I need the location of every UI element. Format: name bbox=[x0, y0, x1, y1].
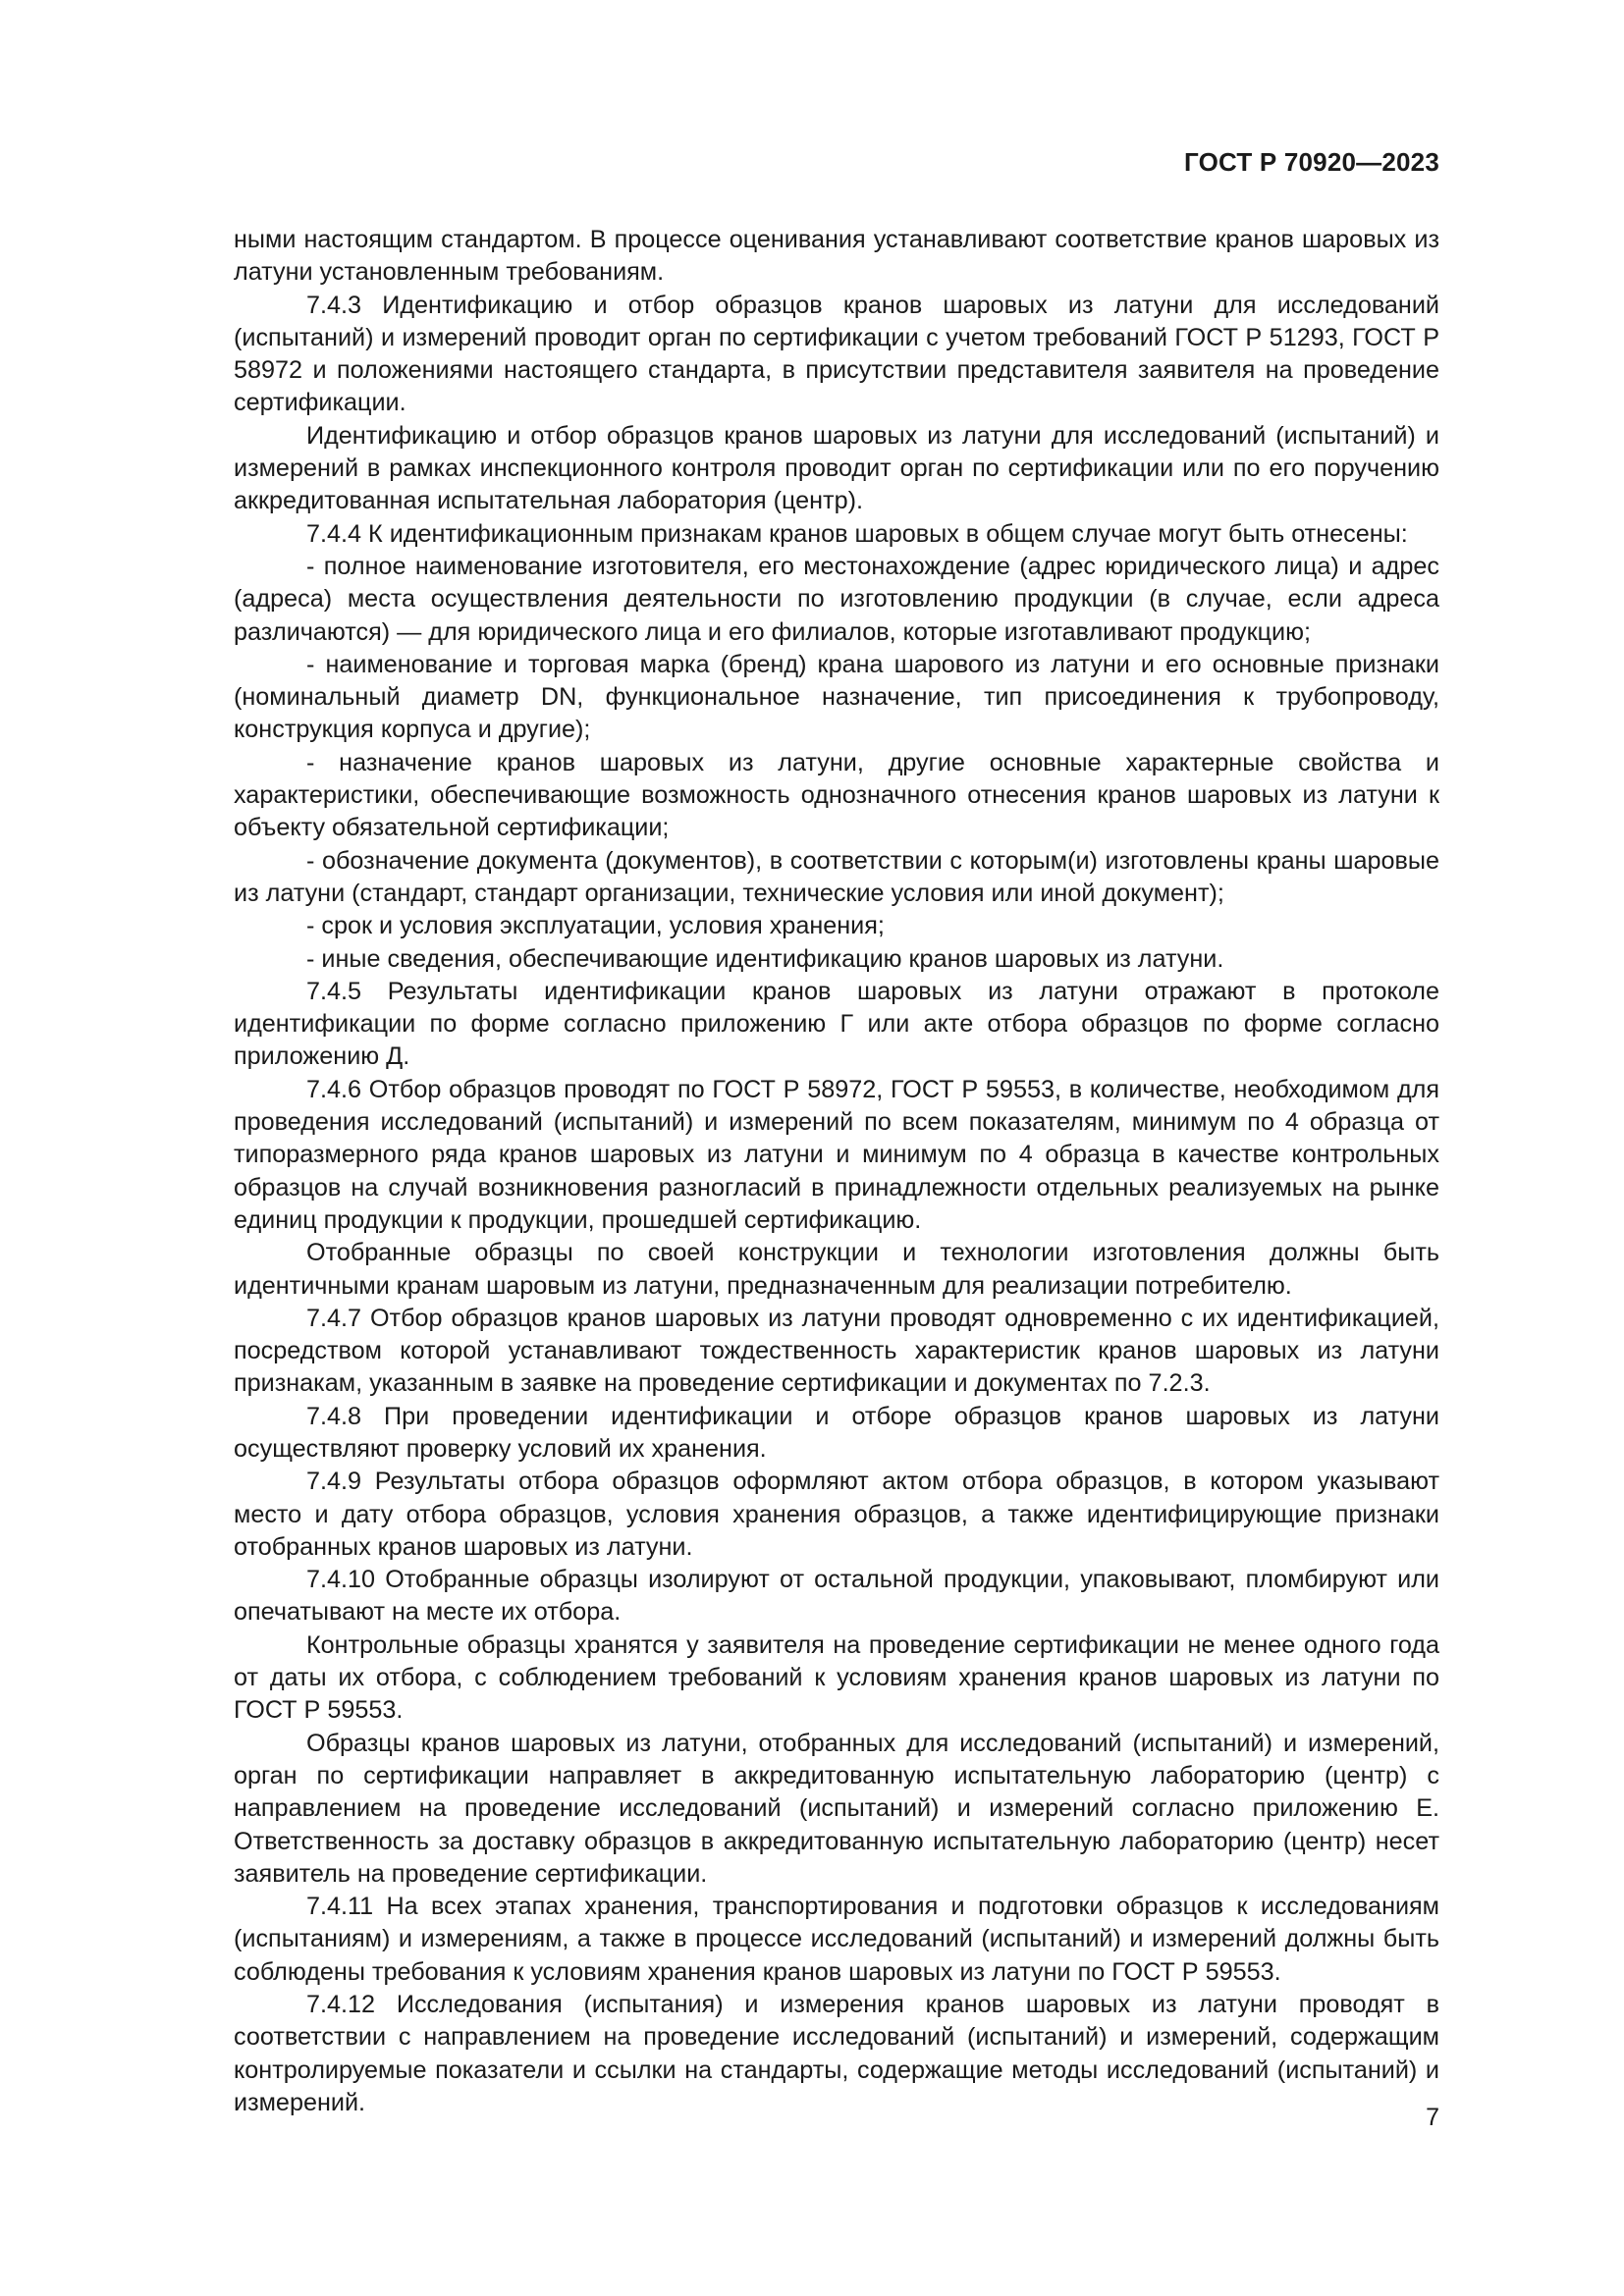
paragraph: 7.4.6 Отбор образцов проводят по ГОСТ Р 58972, ГОСТ Р 59553, в количестве, необходимом для проведения исследований (испытаний) и измерений по всем показателям, минимум по 4 образца от типоразмерного ряда кранов шаровых из латуни и минимум по 4 образца в качестве контрольных образцов на случай возникновения разногласий в принадлежности отдельных реализуемых на рынке единиц продукции к продукции, прошедшей сертификацию. bbox=[234, 1075, 1439, 1234]
paragraph: 7.4.4 К идентификационным признакам кранов шаровых в общем случае могут быть отнесены: bbox=[306, 519, 1408, 548]
list-item: - срок и условия эксплуатации, условия хранения; bbox=[306, 912, 885, 940]
paragraph: 7.4.9 Результаты отбора образцов оформляют актом отбора образцов, в котором указывают место и дату отбора образцов, условия хранения образцов, а также идентифицирующие признаки отобранных кранов шаровых из латуни. bbox=[234, 1468, 1439, 1561]
paragraph: 7.4.8 При проведении идентификации и отборе образцов кранов шаровых из латуни осуществляют проверку условий их хранения. bbox=[234, 1402, 1439, 1463]
paragraph: 7.4.12 Исследования (испытания) и измерения кранов шаровых из латуни проводят в соответствии с направлением на проведение исследований (испытаний) и измерений, содержащим контролируемые показатели и ссылки на стандарты, содержащие методы исследований (испытаний) и измерений. bbox=[234, 1991, 1439, 2116]
list-item: - полное наименование изготовителя, его местонахождение (адрес юридического лица) и адрес (адреса) места осуществления деятельности по изготовлению продукции (в случае, если адреса различаются) — для юридического лица и его филиалов, которые изготавливают продукцию; bbox=[234, 552, 1439, 646]
paragraph: Идентификацию и отбор образцов кранов шаровых из латуни для исследований (испытаний) и измерений в рамках инспекционного контроля проводит орган по сертификации или по его поручению аккредитованная испытательная лаборатория (центр). bbox=[234, 421, 1439, 515]
paragraph: Контрольные образцы хранятся у заявителя на проведение сертификации не менее одного года от даты их отбора, с соблюдением требований к условиям хранения кранов шаровых из латуни по ГОСТ Р 59553. bbox=[234, 1630, 1439, 1725]
paragraph: 7.4.10 Отобранные образцы изолируют от остальной продукции, упаковывают, пломбируют или опечатывают на месте их отбора. bbox=[234, 1566, 1439, 1627]
paragraph: 7.4.7 Отбор образцов кранов шаровых из латуни проводят одновременно с их идентификацией, посредством которой устанавливают тождественность характеристик кранов шаровых из латуни признакам, указанным в заявке на проведение сертификации и документах по 7.2.3. bbox=[234, 1304, 1439, 1398]
paragraph: 7.4.3 Идентификацию и отбор образцов кранов шаровых из латуни для исследований (испытаний) и измерений проводит орган по сертификации с учетом требований ГОСТ Р 51293, ГОСТ Р 58972 и положениями настоящего стандарта, в присутствии представителя заявителя на проведение сертификации. bbox=[234, 291, 1439, 417]
page-number: 7 bbox=[1426, 2104, 1439, 2131]
list-item: - обозначение документа (документов), в соответствии с которым(и) изготовлены краны шаровые из латуни (стандарт, стандарт организации, технические условия или иной документ); bbox=[234, 846, 1439, 907]
document-body bbox=[234, 224, 1439, 2119]
paragraph: Образцы кранов шаровых из латуни, отобранных для исследований (испытаний) и измерений, орган по сертификации направляет в аккредитованную испытательную лабораторию (центр) с направлением на проведение исследований (испытаний) и измерений согласно приложению Е. Ответственность за доставку образцов в аккредитованную испытательную лабораторию (центр) несет заявитель на проведение сертификации. bbox=[234, 1729, 1439, 1888]
paragraph: Отобранные образцы по своей конструкции и технологии изготовления должны быть идентичными кранам шаровым из латуни, предназначенным для реализации потребителю. bbox=[234, 1239, 1439, 1300]
document-header: ГОСТ Р 70920—2023 bbox=[1184, 147, 1439, 177]
list-item: - назначение кранов шаровых из латуни, другие основные характерные свойства и характеристики, обеспечивающие возможность однозначного отнесения кранов шаровых из латуни к объекту обязательной сертификации; bbox=[234, 748, 1439, 842]
paragraph: 7.4.5 Результаты идентификации кранов шаровых из латуни отражают в протоколе идентификации по форме согласно приложению Г или акте отбора образцов по форме согласно приложению Д. bbox=[234, 977, 1439, 1071]
list-item: - иные сведения, обеспечивающие идентификацию кранов шаровых из латуни. bbox=[306, 944, 1224, 973]
paragraph: 7.4.11 На всех этапах хранения, транспортирования и подготовки образцов к исследованиям (испытаниям) и измерениям, а также в процессе исследований (испытаний) и измерений должны быть соблюдены требования к условиям хранения кранов шаровых из латуни по ГОСТ Р 59553. bbox=[234, 1893, 1439, 1986]
paragraph: ными настоящим стандартом. В процессе оценивания устанавливают соответствие кранов шаровых из латуни установленным требованиям. bbox=[234, 226, 1439, 287]
list-item: - наименование и торговая марка (бренд) крана шарового из латуни и его основные признаки (номинальный диаметр DN, функциональное назначение, тип присоединения к трубопроводу, конструкция корпуса и другие); bbox=[234, 650, 1439, 744]
